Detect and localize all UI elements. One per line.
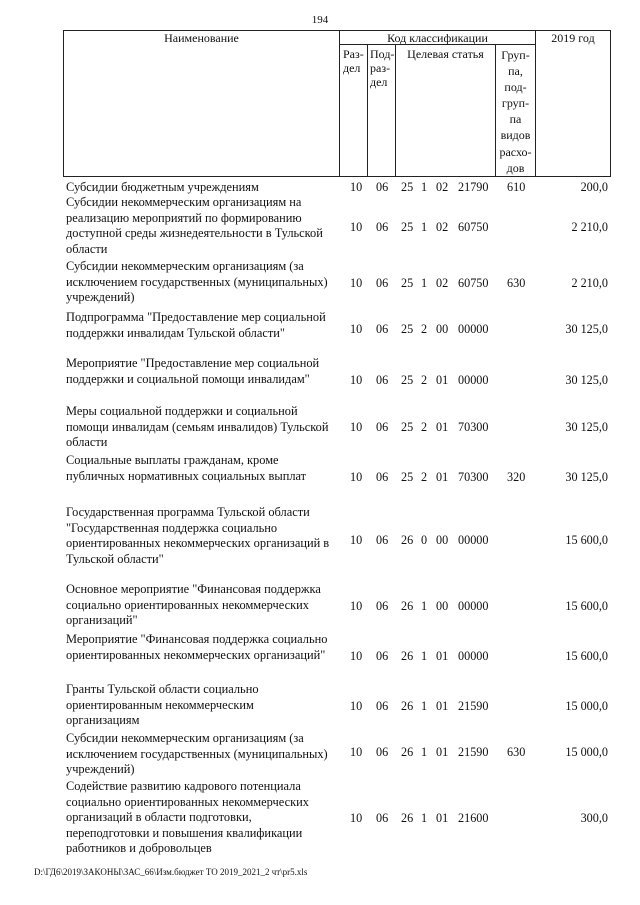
row-podrazdel: 06 — [376, 322, 389, 336]
header-target: Целевая статья — [407, 47, 484, 61]
header-right-border — [610, 30, 611, 177]
row-cs3: 02 — [436, 276, 449, 290]
row-cs2: 1 — [421, 811, 428, 825]
row-cs3: 00 — [436, 533, 449, 547]
row-amount: 30 125,0 — [565, 420, 608, 434]
row-cs4: 70300 — [458, 470, 489, 484]
row-name-line: организаций" — [66, 613, 138, 627]
row-name-line: ориентированных некоммерческих организаций" — [66, 647, 326, 662]
file-path-footer: D:\ГД6\2019\ЗАКОНЫ\ЗАС_66\Изм.бюджет ТО 2019_2021_2 чт\pr5.xls — [34, 867, 308, 877]
row-razdel: 10 — [350, 322, 363, 336]
row-name-line: области — [66, 241, 108, 256]
row-cs2: 1 — [421, 699, 428, 713]
row-name-line: Субсидии некоммерческим организациям (за — [66, 731, 304, 745]
row-podrazdel: 06 — [376, 649, 389, 663]
row-vr: 630 — [507, 276, 526, 290]
row-name — [66, 682, 349, 729]
row-razdel: 10 — [350, 649, 363, 663]
row-cs3: 00 — [436, 599, 449, 613]
row-razdel: 10 — [350, 220, 363, 234]
header-year: 2019 год — [551, 31, 595, 45]
row-name — [66, 505, 349, 567]
row-razdel: 10 — [350, 420, 363, 434]
row-name-line: ориентированных некоммерческих организаций в — [66, 536, 330, 550]
header-col-divider — [339, 30, 340, 177]
row-cs4: 00000 — [458, 599, 489, 613]
row-name — [66, 582, 349, 629]
row-cs3: 01 — [436, 420, 449, 434]
row-podrazdel: 06 — [376, 180, 389, 194]
row-cs4: 21590 — [458, 745, 489, 759]
row-razdel: 10 — [350, 470, 363, 484]
row-cs1: 25 — [401, 220, 414, 234]
row-name-line: "Государственная поддержка социально — [66, 520, 278, 535]
row-podrazdel: 06 — [376, 420, 389, 434]
row-cs3: 01 — [436, 470, 449, 484]
row-name-line: переподготовки и повышения квалификации — [66, 825, 303, 840]
row-name-line: ориентированным некоммерческим — [66, 697, 254, 712]
row-cs4: 60750 — [458, 220, 489, 234]
row-name-line: доступной среды жизнедеятельности в Тульской — [66, 226, 323, 240]
row-cs2: 1 — [421, 220, 428, 234]
row-name — [66, 404, 349, 451]
row-amount: 15 000,0 — [565, 699, 608, 713]
row-cs4: 21790 — [458, 180, 489, 194]
row-amount: 15 000,0 — [565, 745, 608, 759]
row-name-line: поддержки инвалидам Тульской области" — [66, 325, 285, 340]
row-cs3: 01 — [436, 699, 449, 713]
row-cs4: 21590 — [458, 699, 489, 713]
row-cs3: 00 — [436, 322, 449, 336]
row-name-line: Социальные выплаты гражданам, кроме — [66, 453, 279, 467]
row-name-line: Субсидии некоммерческим организациям (за — [66, 259, 304, 273]
row-cs4: 00000 — [458, 373, 489, 387]
row-cs1: 26 — [401, 649, 414, 663]
row-podrazdel: 06 — [376, 220, 389, 234]
row-cs4: 70300 — [458, 420, 489, 434]
row-cs1: 26 — [401, 745, 414, 759]
row-cs3: 02 — [436, 180, 449, 194]
row-name-line: организаций в области подготовки, — [66, 810, 252, 824]
row-cs2: 1 — [421, 180, 428, 194]
row-name — [66, 195, 349, 257]
row-podrazdel: 06 — [376, 745, 389, 759]
row-razdel: 10 — [350, 180, 363, 194]
row-cs1: 25 — [401, 420, 414, 434]
row-name — [66, 731, 349, 778]
row-cs1: 25 — [401, 276, 414, 290]
row-name — [66, 259, 349, 306]
row-cs4: 21600 — [458, 811, 489, 825]
row-name — [66, 310, 349, 341]
row-razdel: 10 — [350, 373, 363, 387]
row-name — [66, 779, 349, 857]
row-amount: 300,0 — [580, 811, 608, 825]
row-amount: 15 600,0 — [565, 649, 608, 663]
row-name-line: Подпрограмма "Предоставление мер социальной — [66, 310, 326, 324]
row-razdel: 10 — [350, 745, 363, 759]
header-subsection: Под- раз- дел — [370, 47, 395, 89]
row-podrazdel: 06 — [376, 599, 389, 613]
row-cs2: 2 — [421, 420, 428, 434]
row-name-line: учреждений) — [66, 762, 135, 776]
row-cs1: 25 — [401, 470, 414, 484]
row-name — [66, 180, 349, 196]
row-cs2: 2 — [421, 470, 428, 484]
header-col-divider — [535, 30, 536, 177]
row-cs1: 26 — [401, 811, 414, 825]
row-razdel: 10 — [350, 599, 363, 613]
row-cs1: 25 — [401, 322, 414, 336]
row-name-line: помощи инвалидам (семьям инвалидов) Тульской — [66, 419, 329, 434]
header-bottom-border — [63, 176, 611, 177]
row-cs3: 01 — [436, 811, 449, 825]
header-col-divider — [367, 44, 368, 177]
row-name-line: социально ориентированных некоммерческих — [66, 794, 309, 809]
row-amount: 2 210,0 — [571, 220, 608, 234]
row-name-line: Гранты Тульской области социально — [66, 682, 259, 696]
row-cs3: 01 — [436, 373, 449, 387]
row-name-line: исключением государственных (муниципальных) — [66, 274, 328, 289]
row-name-line: Субсидии бюджетным учреждениям — [66, 180, 259, 194]
row-name-line: области — [66, 435, 108, 449]
row-cs2: 1 — [421, 276, 428, 290]
row-cs2: 0 — [421, 533, 428, 547]
row-amount: 15 600,0 — [565, 533, 608, 547]
page-number: 194 — [311, 14, 329, 26]
row-cs1: 25 — [401, 180, 414, 194]
row-name-line: Субсидии некоммерческим организациям на — [66, 195, 302, 209]
row-cs2: 1 — [421, 649, 428, 663]
row-name-line: Тульской области" — [66, 551, 164, 566]
row-vr: 320 — [507, 470, 526, 484]
row-name-line: Мероприятие "Предоставление мер социальной — [66, 356, 320, 370]
row-name-line: публичных нормативных социальных выплат — [66, 468, 307, 483]
row-razdel: 10 — [350, 276, 363, 290]
row-razdel: 10 — [350, 699, 363, 713]
row-cs4: 00000 — [458, 322, 489, 336]
row-podrazdel: 06 — [376, 811, 389, 825]
row-cs3: 01 — [436, 649, 449, 663]
row-amount: 30 125,0 — [565, 373, 608, 387]
row-cs1: 26 — [401, 699, 414, 713]
row-cs3: 01 — [436, 745, 449, 759]
row-name-line: Содействие развитию кадрового потенциала — [66, 779, 301, 793]
row-name-line: Государственная программа Тульской области — [66, 505, 310, 519]
row-name-line: исключением государственных (муниципальных) — [66, 746, 328, 761]
row-amount: 15 600,0 — [565, 599, 608, 613]
row-name-line: социально ориентированных некоммерческих — [66, 597, 309, 612]
row-name-line: Основное мероприятие "Финансовая поддержка — [66, 582, 321, 596]
row-cs1: 26 — [401, 599, 414, 613]
row-amount: 200,0 — [580, 180, 608, 194]
header-name: Наименование — [164, 31, 239, 45]
row-amount: 30 125,0 — [565, 322, 608, 336]
row-podrazdel: 06 — [376, 276, 389, 290]
row-podrazdel: 06 — [376, 373, 389, 387]
row-podrazdel: 06 — [376, 533, 389, 547]
row-name-line: организациям — [66, 713, 140, 727]
row-name-line: поддержки и социальной помощи инвалидам" — [66, 371, 310, 386]
row-cs4: 00000 — [458, 533, 489, 547]
row-vr: 610 — [507, 180, 526, 194]
row-cs2: 1 — [421, 745, 428, 759]
row-name-line: учреждений) — [66, 290, 135, 304]
row-cs4: 60750 — [458, 276, 489, 290]
row-name-line: Мероприятие "Финансовая поддержка социально — [66, 632, 328, 646]
row-name — [66, 632, 349, 663]
row-name — [66, 453, 349, 484]
row-name — [66, 356, 349, 387]
row-podrazdel: 06 — [376, 699, 389, 713]
header-col-divider — [395, 44, 396, 177]
header-classification: Код классификации — [387, 31, 488, 45]
header-section: Раз- дел — [343, 47, 364, 75]
header-expense-group: Груп- па, под- груп- па видов расхо- дов — [499, 48, 532, 175]
row-cs2: 1 — [421, 599, 428, 613]
row-cs2: 2 — [421, 373, 428, 387]
row-razdel: 10 — [350, 811, 363, 825]
row-cs1: 26 — [401, 533, 414, 547]
row-name-line: Меры социальной поддержки и социальной — [66, 404, 298, 418]
row-name-line: реализацию мероприятий по формированию — [66, 210, 302, 225]
row-cs3: 02 — [436, 220, 449, 234]
row-cs4: 00000 — [458, 649, 489, 663]
row-vr: 630 — [507, 745, 526, 759]
row-amount: 2 210,0 — [571, 276, 608, 290]
row-razdel: 10 — [350, 533, 363, 547]
row-podrazdel: 06 — [376, 470, 389, 484]
row-cs1: 25 — [401, 373, 414, 387]
row-amount: 30 125,0 — [565, 470, 608, 484]
row-cs2: 2 — [421, 322, 428, 336]
row-name-line: работников и добровольцев — [66, 841, 212, 855]
header-left-border — [63, 30, 64, 177]
